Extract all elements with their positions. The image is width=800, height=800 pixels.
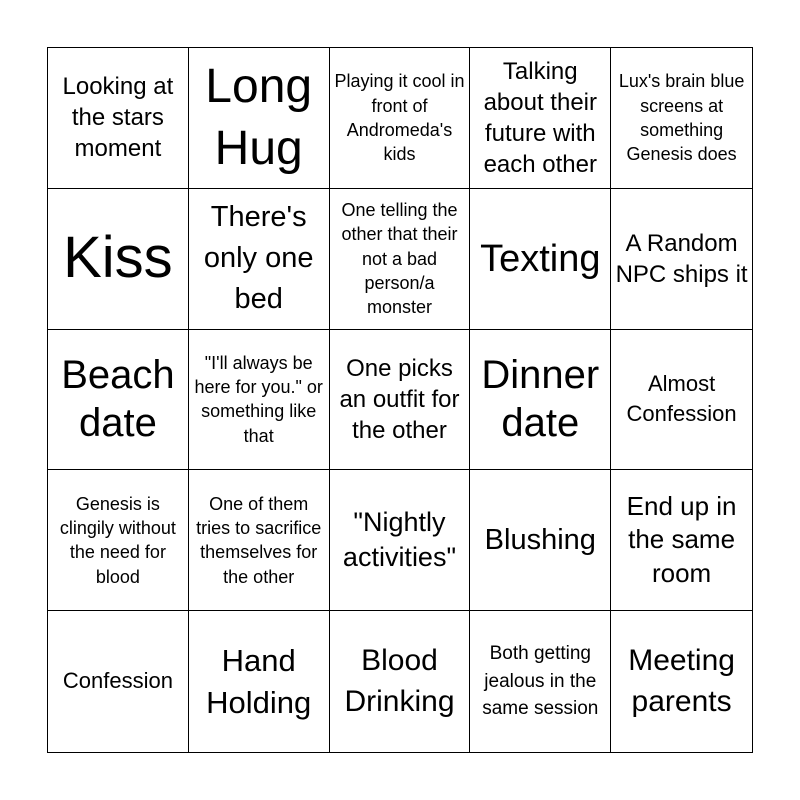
bingo-cell[interactable] xyxy=(470,48,611,189)
bingo-cell[interactable] xyxy=(330,611,471,752)
bingo-cell-text: Genesis is clingily without the need for blood xyxy=(59,493,176,587)
bingo-cell-text: "I'll always be here for you." or something like that xyxy=(194,352,323,446)
bingo-cell-text: One of them tries to sacrifice themselves for the other xyxy=(196,493,322,587)
bingo-cell[interactable] xyxy=(48,330,189,471)
bingo-cell-text: Both getting jealous in the same session xyxy=(482,643,599,720)
bingo-cell-text: Long Hug xyxy=(205,60,313,175)
bingo-cell-text: Blood Drinking xyxy=(344,644,455,718)
bingo-cell[interactable] xyxy=(48,48,189,189)
bingo-cell[interactable] xyxy=(611,470,752,611)
bingo-cell-text: Lux's brain blue screens at something Genesis does xyxy=(618,71,745,165)
bingo-cell[interactable] xyxy=(611,189,752,330)
bingo-cell[interactable] xyxy=(189,48,330,189)
bingo-cell-text: Texting xyxy=(480,237,601,280)
bingo-cell[interactable] xyxy=(611,611,752,752)
bingo-cell[interactable] xyxy=(611,330,752,471)
bingo-cell-text: Beach date xyxy=(61,352,175,446)
bingo-cell-text: End up in the same room xyxy=(626,490,737,589)
bingo-cell-text: One telling the other that their not a bad person/a monster xyxy=(341,199,458,318)
bingo-cell[interactable] xyxy=(611,48,752,189)
bingo-cell-text: A Random NPC ships it xyxy=(615,229,748,288)
bingo-cell-text: Playing it cool in front of Andromeda's kids xyxy=(334,71,465,165)
bingo-cell[interactable] xyxy=(189,470,330,611)
bingo-cell[interactable] xyxy=(330,470,471,611)
bingo-cell-text: Talking about their future with each other xyxy=(483,57,597,179)
bingo-cell-text: Kiss xyxy=(63,225,173,291)
bingo-board xyxy=(47,47,753,753)
bingo-cell[interactable] xyxy=(470,611,611,752)
bingo-cell-text: Hand Holding xyxy=(206,642,312,720)
bingo-cell[interactable] xyxy=(189,189,330,330)
bingo-cell-text: "Nightly activities" xyxy=(342,507,457,573)
bingo-cell-text: Looking at the stars moment xyxy=(62,73,174,163)
bingo-cell[interactable] xyxy=(470,330,611,471)
bingo-cell[interactable] xyxy=(189,611,330,752)
bingo-cell-text: Blushing xyxy=(484,523,596,556)
bingo-cell[interactable] xyxy=(189,330,330,471)
bingo-cell[interactable] xyxy=(470,470,611,611)
bingo-cell-text: Confession xyxy=(62,668,173,694)
bingo-cell-text: Meeting parents xyxy=(628,644,735,718)
bingo-cell[interactable] xyxy=(48,189,189,330)
bingo-cell[interactable] xyxy=(330,330,471,471)
bingo-cell-text: Dinner date xyxy=(481,352,600,446)
bingo-cell[interactable] xyxy=(470,189,611,330)
bingo-cell[interactable] xyxy=(330,48,471,189)
bingo-cell-text: One picks an outfit for the other xyxy=(339,354,460,445)
bingo-cell[interactable] xyxy=(48,470,189,611)
bingo-cell[interactable] xyxy=(330,189,471,330)
bingo-cell-text: There's only one bed xyxy=(203,200,314,316)
bingo-cell-text: Almost Confession xyxy=(626,370,737,427)
bingo-cell[interactable] xyxy=(48,611,189,752)
